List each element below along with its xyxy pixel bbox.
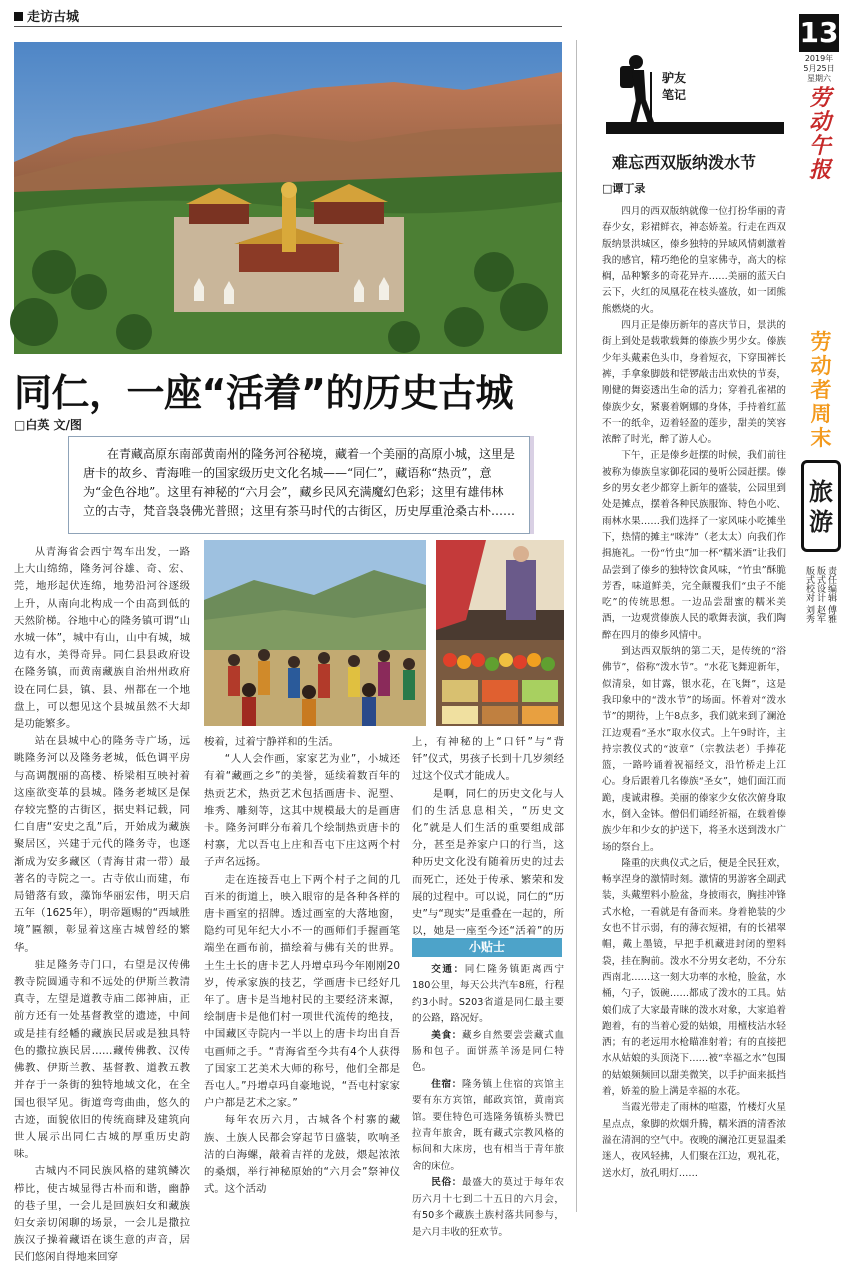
tip-text: 藏乡自然要尝尝藏式血肠和包子。面饼蒸羊汤是同仁特色。 bbox=[412, 1029, 565, 1074]
festival-photo bbox=[204, 540, 426, 726]
tip-label: 美食： bbox=[431, 1029, 462, 1041]
column-name-bar bbox=[606, 122, 784, 134]
issue-date bbox=[796, 54, 842, 84]
channel-badge: 旅游 bbox=[801, 460, 841, 552]
col3-paragraph: 上，有神秘的上“口钎”与“背钎”仪式，男孩子长到十几岁须经过这个仪式才能成人。 bbox=[412, 736, 564, 783]
tips-title: 小贴士 bbox=[412, 938, 562, 957]
col2-paragraph: 梭着，过着宁静祥和的生活。 bbox=[204, 736, 340, 748]
top-divider bbox=[14, 26, 562, 27]
newspaper-masthead: 劳动午报 bbox=[808, 85, 831, 183]
editor-credit: 版式设计 赵军 bbox=[815, 566, 825, 623]
editor-credits bbox=[803, 566, 836, 676]
article-column-1 bbox=[14, 544, 190, 1264]
date-weekday: 星期六 bbox=[807, 74, 831, 83]
supplement-name: 劳动者周末 bbox=[810, 330, 832, 450]
tip-label: 民俗： bbox=[431, 1177, 462, 1189]
article-column-2 bbox=[204, 734, 400, 1212]
column-divider bbox=[576, 40, 577, 1212]
side-article-title: 难忘西双版纳泼水节 bbox=[612, 153, 757, 172]
article-column-3 bbox=[412, 734, 564, 938]
tip-item bbox=[412, 1175, 564, 1241]
lead-accent-bar bbox=[530, 436, 534, 534]
tips-box bbox=[412, 962, 565, 1238]
side-paragraph: 隆重的庆典仪式之后，便是全民狂欢，畅享涅身的激情时刻。激情的男游客全副武装，头戴塑料小脸盆，身披雨衣，胸挂冲锋式水枪，一看就是有备而来。身着艳装的少女也不甘示弱，有的薄衣短裙，有的长裙翠帽，戴上墨镜，早把手机藏进封闭的塑料袋，挂在胸前。泼水不分男女老幼，不分东西南北……这一刻大功率的水枪，脸盆，水桶，勺子，饭碗……都成了泼水的工具。姑娘们成了大家最青睐的泼水对象，大家追着跑着，有的当着心爱的姑娘，用檀枝沾水轻洒；有的老远用水枪瞄准射着；有的直接把水从姑娘的头顶浇下……被“幸福之水”包围的姑娘频频回以甜美微笑，以手护面来抵挡着，娇羞的脸上满是幸福的水花。 bbox=[602, 857, 786, 1098]
market-stall-illustration bbox=[436, 540, 564, 726]
article-headline: 同仁，一座“活着”的历史古城 bbox=[14, 371, 513, 415]
tip-text: 最盛大的莫过于每年农历六月十七到二十五日的六月会，有50多个藏族土族村落共同参与，是六月丰收的狂欢节。 bbox=[412, 1177, 565, 1238]
tip-text: 隆务镇上住宿的宾馆主要有东方宾馆，邮政宾馆，黄南宾馆。要住特色可选隆务镇桥头赞巴拉青年旅舍，既有藏式宗教风格的标间和大床房，也有相当于青年旅舍的床位。 bbox=[412, 1078, 565, 1172]
editor-credit: 版式校对 刘秀 bbox=[804, 566, 814, 623]
tip-item bbox=[412, 1028, 564, 1077]
col2-paragraph: 走在连接吾屯上下两个村子之间的几百米的街道上，映入眼帘的是各种各样的唐卡画室的招牌。透过画室的大落地窗，隐约可见年纪大小不一的画师们手握画笔端坐在画布前，描绘着与佛有关的世界。土生土长的唐卡艺人丹增卓玛今年刚刚20岁，传承家族的技艺，学画唐卡已经好几年了。唐卡是当地村民的主要经济来源，绘制唐卡是他们村一项世代流传的绝技，中国藏区寺院内一半以上的唐卡均出自吾屯画师之手。“青海省至今共有4个人获得了国家工艺美术大师的称号，他们全都是吾屯人。”丹增卓玛自豪地说，“吾屯村家家户户都是艺术之家。” bbox=[204, 873, 400, 1110]
section-label: 走访古城 bbox=[14, 6, 79, 25]
col2-paragraph: “人人会作画，家家艺为业”，小城还有着“藏画之乡”的美誉，延续着数百年的热贡艺术，热贡艺术包括画唐卡、泥塑、堆秀、雕刻等，这其中规模最大的是画唐卡。隆务河畔分布着几个绘制热贡唐卡的村寨，尤以吾屯上庄和吾屯下庄这两个村子声名远扬。 bbox=[204, 753, 400, 869]
tip-label: 住宿： bbox=[431, 1078, 462, 1090]
column-name-line-2: 笔记 bbox=[662, 88, 687, 102]
col1-paragraph: 站在县城中心的隆务寺广场，远眺隆务河以及隆务老城，低色调平房与高调靓丽的高楼、桥梁相互映衬着这座欲变革的县城。隆务老城区是保存较完整的古街区，据史料记载，同仁自唐“安史之乱”后，开始成为藏族聚居区，兴建于元代的隆务寺，也逐渐成为安多藏区（青海甘肃一带）最著名的寺院之一。古寺依山而建，布局错落有致，藻饰华丽宏伟，明天启五年（1625年），明帝题赐的“西域胜境”匾额，彰显着这座古城曾经的繁华。 bbox=[14, 735, 190, 954]
column-name bbox=[662, 70, 686, 104]
col2-paragraph: 每年农历六月，古城各个村寨的藏族、土族人民都会穿起节日盛装，吹响圣洁的白海螺，敲着吉祥的龙鼓，煨起浓浓的桑烟，举行神秘原始的“六月会”祭神仪式。这个活动 bbox=[204, 1114, 400, 1196]
tip-label: 交通： bbox=[431, 964, 465, 975]
market-photo bbox=[436, 540, 564, 726]
side-paragraph: 四月正是傣历新年的喜庆节日，景洪的街上到处是载歌载舞的傣族少男少女。傣族少年头戴素色头巾，身着短衣，下穿围裤长裤，手拿象脚鼓和铓锣敲击出欢快的节奏，刚健的舞姿透出生命的活力；穿着孔雀裙的傣族少女，紧裹着婀娜的身体，手持着红蓝不一的纸伞，迈着轻盈的莲步，甜美的笑容浓醉了时光，醉了游人心。 bbox=[602, 320, 786, 446]
side-paragraph: 下午，正是傣乡赶摆的时候，我们前往被称为傣族皇家御花园的曼听公园赶摆。傣乡的男女老少都穿上新年的盛装，公园里到处是摊点，摆着各种民族服饰、特色小吃、雨林水果……我们选择了一家风味小吃摊坐下，热情的摊主“咪涛”（老太太）向我们作揖施礼。一份“竹虫”加一杯“糯米酒”让我们品尝到了傣乡的独特饮食风味，“竹虫”酥脆芳香，味道鲜美，完全颠覆我们“虫子不能吃”的传统思想。一边品尝甜蜜的糯米美酒，一边观赏傣族人民的歌舞表演，我们陶醉在四月的傣乡风情中。 bbox=[602, 450, 786, 641]
col1-paragraph: 驻足隆务寺门口，右望是汉传佛教寺院圆通寺和不远处的伊斯兰教清真寺，左望是道教寺庙二郎神庙，正前方还有一处基督教堂的遗迹，中间或是挂有经幡的藏族民居或是独具特色的撒拉族民居……藏传佛教、汉传佛教、伊斯兰教、基督教、道教五教并存于一条街的独特地域文化，在全国也很罕见。街道弯弯曲曲，悠久的古迹，面貌依旧的传统商肆及建筑向世人展示出同仁古城的厚重历史韵味。 bbox=[14, 958, 190, 1161]
temple-valley-illustration bbox=[14, 42, 562, 354]
side-article-body bbox=[602, 204, 786, 1216]
date-year: 2019年 bbox=[804, 54, 834, 63]
article-byline: □白英 文/图 bbox=[14, 418, 82, 432]
page-number: 13 bbox=[799, 14, 839, 52]
col3-paragraph: 是啊，同仁的历史文化与人们的生活息息相关，“历史文化”就是人们生活的重要组成部分，甚至是养家户口的行当，这种历史文化没有随着历史的过去而死亡，还处于传承、繁荣和发展的过程中。可以说，同仁的“历史”与“现实”是重叠在一起的，所以，她是一座至今还“活着”的历 bbox=[412, 787, 564, 938]
col1-paragraph: 古城内不同民族风格的建筑鳞次栉比，使古城显得古朴而和谐，幽静的巷子里，一会儿是回族妇女和藏族妇女亲切闲聊的场景，一会儿是撒拉族汉子操着藏语在谈生意的声音，居民们悠闲自得地来回穿 bbox=[14, 1165, 190, 1264]
tip-item bbox=[412, 962, 564, 1028]
side-paragraph: 四月的西双版纳就像一位打扮华丽的青春少女，彩裙鲜衣，神态娇羞。行走在西双版纳景洪城区，傣乡独特的异域风情刺激着我的感官，精巧绝伦的皇家佛寺，高大的棕榈，品种繁多的奇花异卉……美丽的蓝天白云下，火红的凤凰花在枝头盛放，如一团熊熊燃烧的火。 bbox=[602, 206, 786, 315]
date-day: 5月25日 bbox=[803, 64, 835, 73]
editor-credit: 责任编辑 傅雅 bbox=[826, 566, 836, 623]
tip-item bbox=[412, 1077, 564, 1175]
column-name-line-1: 驴友 bbox=[662, 71, 687, 85]
col1-paragraph: 从青海省会西宁驾车出发，一路上大山绵绵，隆务河谷雄、奇、宏、莞，地形起伏连绵，地势沿河谷逐级上升，从南向北构成一个由高到低的天然阶梯。谷地中心的隆务镇可谓“山水城一体”，城中有山，山中有城，城边有水，美得奇异。同仁县县政府设在隆务镇，而黄南藏族自治州州政府设在同仁县，镇、县、州都在一个地盘上，可以想见这个县城虽然不大却是功能繁多。 bbox=[14, 546, 190, 731]
side-article-author: □谭丁录 bbox=[602, 182, 646, 195]
side-paragraph: 到达西双版纳的第二天，是传统的“浴佛节”，俗称“泼水节”。“水花飞舞迎新年，似清泉，如甘露，银水花，在飞舞”，这是我印象中的“泼水节”的场面。怀着对“泼水节”的期待，上午8点多，我们就来到了澜沧江边观看“圣水”取水仪式。上午9时许，主持宗教仪式的“波章”（宗教法老）手捧花篮，一路吟诵着祝福经文，沿竹桥走上江心。身后跟着几名傣族“圣女”，她们面江而跪，虔诚肃穆。美丽的傣家少女依次俯身取水，倒入金钵。僧侣们诵经祈福，在载着傣族少年和少女的护送下，将圣水送到泼水广场的祭台上。 bbox=[602, 646, 786, 853]
tip-text: 同仁隆务镇距离西宁180公里，每天公共汽车8班，行程约3小时。S203省道是同仁最主要的公路，路况好。 bbox=[412, 964, 565, 1025]
hero-photo bbox=[14, 42, 562, 354]
festival-crowd-illustration bbox=[204, 540, 426, 726]
side-paragraph: 当霞光带走了雨林的喧嚣，竹楼灯火星星点点，象脚的炊烟升腾，糯米酒的清香浓溢在清润的空气中。夜晚的澜沧江更显温柔迷人，夜风轻拂，人们聚在江边，观礼花，送水灯，放孔明灯…… bbox=[602, 1102, 786, 1179]
lead-paragraph: 在青藏高原东南部黄南州的隆务河谷秘境，藏着一个美丽的高原小城，这里是唐卡的故乡、青海唯一的国家级历史文化名城——“同仁”，藏语称“热贡”，意为“金色谷地”。这里有神秘的“六月会”，藏乡民风充满魔幻色彩；这里有雄伟林立的古寺，梵音袅袅佛光普照；这里有茶马时代的古街区，历史厚重沧桑古朴…… bbox=[68, 436, 530, 534]
